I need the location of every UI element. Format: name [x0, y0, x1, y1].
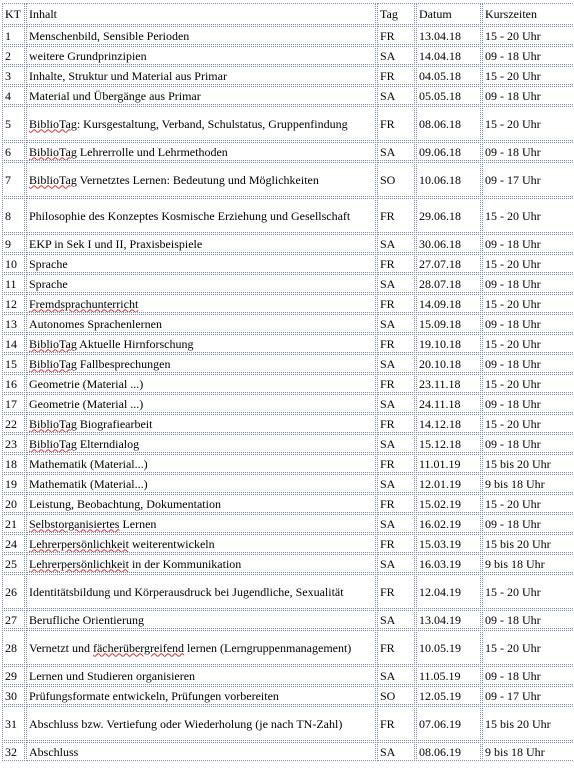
cell-datum: 05.05.18	[416, 86, 481, 105]
inhalt-text: Vernetztes Lernen: Bedeutung und Möglichkeiten	[76, 172, 319, 187]
cell-inhalt	[26, 142, 376, 161]
cell-kt: 5	[2, 106, 25, 141]
cell-inhalt	[26, 254, 376, 273]
inhalt-text-pre: Vernetzt und	[29, 640, 93, 655]
table-row	[2, 106, 574, 141]
cell-inhalt	[26, 554, 376, 573]
cell-inhalt	[26, 234, 376, 253]
cell-tag: FR	[377, 66, 415, 85]
cell-tag: SA	[377, 554, 415, 573]
cell-datum: 30.06.18	[416, 234, 481, 253]
inhalt-text: : Kursgestaltung, Verband, Schulstatus, Gruppenfindung	[76, 116, 348, 131]
cell-kurszeiten: 09 - 18 Uhr	[482, 274, 574, 293]
cell-tag: FR	[377, 494, 415, 513]
cell-tag: SA	[377, 514, 415, 533]
cell-datum: 07.06.19	[416, 706, 481, 741]
inhalt-spellcheck-word: BiblioTag	[29, 116, 77, 131]
table-row	[2, 254, 574, 273]
cell-inhalt	[26, 374, 376, 393]
cell-kurszeiten: 9 bis 18 Uhr	[482, 474, 574, 493]
inhalt-text: Mathematik (Material...)	[29, 476, 148, 491]
cell-datum: 24.11.18	[416, 394, 481, 413]
table-row	[2, 354, 574, 373]
table-row	[2, 514, 574, 533]
cell-datum: 13.04.19	[416, 610, 481, 629]
cell-inhalt	[26, 198, 376, 233]
cell-inhalt	[26, 666, 376, 685]
cell-kt: 21	[2, 514, 25, 533]
table-row	[2, 66, 574, 85]
cell-datum: 10.06.18	[416, 162, 481, 197]
cell-datum: 20.10.18	[416, 354, 481, 373]
cell-inhalt	[26, 334, 376, 353]
cell-kt: 28	[2, 630, 25, 665]
table-row	[2, 162, 574, 197]
cell-kt: 3	[2, 66, 25, 85]
cell-inhalt	[26, 86, 376, 105]
table-row	[2, 198, 574, 233]
cell-kurszeiten: 09 - 18 Uhr	[482, 46, 574, 65]
cell-kurszeiten: 09 - 18 Uhr	[482, 86, 574, 105]
table-row	[2, 86, 574, 105]
inhalt-text: Abschluss	[29, 744, 79, 759]
inhalt-text: Biografiearbeit	[76, 416, 153, 431]
cell-kt: 29	[2, 666, 25, 685]
cell-tag: SO	[377, 686, 415, 705]
cell-kurszeiten: 15 - 20 Uhr	[482, 198, 574, 233]
cell-kurszeiten: 15 - 20 Uhr	[482, 414, 574, 433]
cell-inhalt	[26, 294, 376, 313]
cell-kurszeiten: 09 - 17 Uhr	[482, 162, 574, 197]
table-row	[2, 142, 574, 161]
cell-inhalt	[26, 610, 376, 629]
inhalt-spellcheck-word: BiblioTag	[29, 172, 77, 187]
table-row	[2, 294, 574, 313]
inhalt-text: Aktuelle Hirnforschung	[76, 336, 194, 351]
cell-kt: 31	[2, 706, 25, 741]
cell-tag: SA	[377, 314, 415, 333]
header-kt: KT	[2, 3, 25, 25]
cell-tag: FR	[377, 706, 415, 741]
cell-tag: SA	[377, 274, 415, 293]
cell-tag: FR	[377, 26, 415, 45]
inhalt-spellcheck-word: BiblioTag	[29, 416, 77, 431]
cell-datum: 12.05.19	[416, 686, 481, 705]
inhalt-text: Lehrerrolle und Lehrmethoden	[76, 144, 228, 159]
cell-kt: 16	[2, 374, 25, 393]
table-body	[2, 26, 574, 761]
inhalt-spellcheck-word: Selbstorganisiertes	[29, 516, 120, 531]
inhalt-text: Identitätsbildung und Körperausdruck bei Jugendliche, Sexualität	[29, 584, 344, 599]
cell-kurszeiten: 09 - 18 Uhr	[482, 354, 574, 373]
inhalt-text: Inhalte, Struktur und Material aus Primar	[29, 68, 227, 83]
cell-datum: 15.12.18	[416, 434, 481, 453]
cell-datum: 15.03.19	[416, 534, 481, 553]
cell-inhalt	[26, 162, 376, 197]
inhalt-text: Sprache	[29, 276, 68, 291]
cell-kt: 10	[2, 254, 25, 273]
cell-kurszeiten: 09 - 18 Uhr	[482, 666, 574, 685]
cell-kurszeiten: 15 - 20 Uhr	[482, 26, 574, 45]
cell-datum: 14.12.18	[416, 414, 481, 433]
cell-inhalt	[26, 686, 376, 705]
course-schedule-table	[1, 2, 574, 762]
cell-kt: 15	[2, 354, 25, 373]
cell-kt: 30	[2, 686, 25, 705]
inhalt-text: Fallbesprechungen	[76, 356, 171, 371]
table-row	[2, 706, 574, 741]
table-row	[2, 434, 574, 453]
cell-datum: 13.04.18	[416, 26, 481, 45]
cell-kurszeiten: 09 - 18 Uhr	[482, 314, 574, 333]
cell-datum: 15.02.19	[416, 494, 481, 513]
inhalt-text: in der Kommunikation	[128, 556, 242, 571]
cell-kurszeiten: 09 - 17 Uhr	[482, 686, 574, 705]
cell-kt: 1	[2, 26, 25, 45]
cell-datum: 29.06.18	[416, 198, 481, 233]
inhalt-text: weitere Grundprinzipien	[29, 48, 147, 63]
cell-inhalt	[26, 274, 376, 293]
cell-tag: FR	[377, 454, 415, 473]
cell-kurszeiten: 15 - 20 Uhr	[482, 334, 574, 353]
table-row	[2, 334, 574, 353]
inhalt-spellcheck-word: Lehrerpersönlichkeit	[29, 556, 129, 571]
inhalt-text: Elterndialog	[76, 436, 140, 451]
cell-datum: 16.03.19	[416, 554, 481, 573]
cell-inhalt	[26, 26, 376, 45]
cell-tag: FR	[377, 106, 415, 141]
inhalt-spellcheck-word: BiblioTag	[29, 436, 77, 451]
cell-tag: SA	[377, 234, 415, 253]
inhalt-text: Lernen und Studieren organisieren	[29, 668, 196, 683]
cell-datum: 27.07.18	[416, 254, 481, 273]
inhalt-text: Geometrie (Material ...)	[29, 376, 144, 391]
inhalt-spellcheck-word: Fremdsprachunterricht	[29, 296, 139, 311]
cell-tag: SA	[377, 142, 415, 161]
cell-inhalt	[26, 314, 376, 333]
table-row	[2, 474, 574, 493]
cell-tag: SA	[377, 666, 415, 685]
cell-datum: 04.05.18	[416, 66, 481, 85]
cell-datum: 19.10.18	[416, 334, 481, 353]
table-row	[2, 454, 574, 473]
cell-kt: 7	[2, 162, 25, 197]
table-row	[2, 494, 574, 513]
cell-tag: SA	[377, 46, 415, 65]
inhalt-text: Lernen	[119, 516, 157, 531]
cell-tag: SA	[377, 742, 415, 761]
cell-kt: 6	[2, 142, 25, 161]
table-row	[2, 534, 574, 553]
cell-tag: FR	[377, 414, 415, 433]
cell-kurszeiten: 15 - 20 Uhr	[482, 494, 574, 513]
cell-kurszeiten: 15 - 20 Uhr	[482, 254, 574, 273]
table-row	[2, 574, 574, 609]
header-datum: Datum	[416, 3, 481, 25]
table-row	[2, 414, 574, 433]
cell-datum: 10.05.19	[416, 630, 481, 665]
cell-kurszeiten: 15 - 20 Uhr	[482, 66, 574, 85]
table-row	[2, 610, 574, 629]
cell-tag: FR	[377, 294, 415, 313]
inhalt-text: EKP in Sek I und II, Praxisbeispiele	[29, 236, 203, 251]
cell-datum: 11.01.19	[416, 454, 481, 473]
cell-kurszeiten: 09 - 18 Uhr	[482, 142, 574, 161]
inhalt-text: Geometrie (Material ...)	[29, 396, 144, 411]
inhalt-text: Mathematik (Material...)	[29, 456, 148, 471]
cell-tag: SO	[377, 162, 415, 197]
cell-kurszeiten: 09 - 18 Uhr	[482, 234, 574, 253]
cell-kt: 25	[2, 554, 25, 573]
cell-kt: 13	[2, 314, 25, 333]
inhalt-text: Menschenbild, Sensible Perioden	[29, 28, 190, 43]
table-row	[2, 26, 574, 45]
cell-tag: SA	[377, 354, 415, 373]
inhalt-text: Autonomes Sprachenlernen	[29, 316, 162, 331]
cell-kurszeiten: 9 bis 18 Uhr	[482, 742, 574, 761]
header-tag: Tag	[377, 3, 415, 25]
inhalt-spellcheck-word: BiblioTag	[29, 144, 77, 159]
table-row	[2, 274, 574, 293]
table-row	[2, 46, 574, 65]
cell-inhalt	[26, 494, 376, 513]
cell-datum: 12.04.19	[416, 574, 481, 609]
header-kurszeiten: Kurszeiten	[482, 3, 574, 25]
table-row	[2, 394, 574, 413]
cell-kt: 12	[2, 294, 25, 313]
cell-datum: 09.06.18	[416, 142, 481, 161]
inhalt-text: Philosophie des Konzeptes Kosmische Erziehung und Gesellschaft	[29, 208, 351, 223]
cell-kurszeiten: 09 - 18 Uhr	[482, 434, 574, 453]
cell-datum: 14.04.18	[416, 46, 481, 65]
cell-tag: FR	[377, 534, 415, 553]
cell-tag: SA	[377, 86, 415, 105]
cell-datum: 23.11.18	[416, 374, 481, 393]
cell-inhalt	[26, 742, 376, 761]
cell-inhalt	[26, 354, 376, 373]
cell-kurszeiten: 15 - 20 Uhr	[482, 106, 574, 141]
table-row	[2, 630, 574, 665]
cell-kt: 17	[2, 394, 25, 413]
inhalt-text: Sprache	[29, 256, 68, 271]
inhalt-spellcheck-word: fächerübergreifend	[92, 640, 185, 655]
table-row	[2, 666, 574, 685]
cell-kt: 19	[2, 474, 25, 493]
cell-kurszeiten: 15 - 20 Uhr	[482, 374, 574, 393]
cell-kt: 18	[2, 454, 25, 473]
cell-tag: FR	[377, 254, 415, 273]
inhalt-text: Prüfungsformate entwickeln, Prüfungen vorbereiten	[29, 688, 279, 703]
cell-kt: 11	[2, 274, 25, 293]
cell-kt: 22	[2, 414, 25, 433]
cell-tag: FR	[377, 574, 415, 609]
cell-tag: FR	[377, 630, 415, 665]
cell-tag: SA	[377, 394, 415, 413]
cell-inhalt	[26, 514, 376, 533]
cell-tag: FR	[377, 334, 415, 353]
cell-tag: SA	[377, 610, 415, 629]
cell-kurszeiten: 09 - 18 Uhr	[482, 394, 574, 413]
cell-inhalt	[26, 534, 376, 553]
inhalt-spellcheck-word: BiblioTag	[29, 336, 77, 351]
table-row	[2, 314, 574, 333]
header-row	[2, 3, 574, 25]
cell-kt: 24	[2, 534, 25, 553]
cell-kurszeiten: 15 - 20 Uhr	[482, 574, 574, 609]
cell-inhalt	[26, 394, 376, 413]
cell-datum: 12.01.19	[416, 474, 481, 493]
inhalt-spellcheck-word: BiblioTag	[29, 356, 77, 371]
cell-inhalt	[26, 630, 376, 665]
table-row	[2, 234, 574, 253]
cell-kurszeiten: 15 - 20 Uhr	[482, 630, 574, 665]
cell-kt: 27	[2, 610, 25, 629]
cell-kurszeiten: 15 bis 20 Uhr	[482, 534, 574, 553]
cell-kurszeiten: 15 bis 20 Uhr	[482, 706, 574, 741]
cell-kurszeiten: 09 - 18 Uhr	[482, 514, 574, 533]
cell-datum: 28.07.18	[416, 274, 481, 293]
cell-kurszeiten: 09 - 18 Uhr	[482, 610, 574, 629]
cell-inhalt	[26, 434, 376, 453]
inhalt-text: Material und Übergänge aus Primar	[29, 88, 201, 103]
cell-datum: 08.06.18	[416, 106, 481, 141]
cell-kt: 4	[2, 86, 25, 105]
cell-kt: 23	[2, 434, 25, 453]
cell-datum: 16.02.19	[416, 514, 481, 533]
header-inhalt: Inhalt	[26, 3, 376, 25]
cell-inhalt	[26, 414, 376, 433]
cell-datum: 15.09.18	[416, 314, 481, 333]
schedule-table-container	[1, 2, 574, 762]
cell-kt: 26	[2, 574, 25, 609]
cell-kt: 14	[2, 334, 25, 353]
cell-kt: 9	[2, 234, 25, 253]
cell-inhalt	[26, 454, 376, 473]
cell-inhalt	[26, 66, 376, 85]
cell-kt: 2	[2, 46, 25, 65]
table-row	[2, 554, 574, 573]
cell-tag: FR	[377, 198, 415, 233]
inhalt-text: Berufliche Orientierung	[29, 612, 144, 627]
inhalt-text: weiterentwickeln	[128, 536, 215, 551]
inhalt-text: Abschluss bzw. Vertiefung oder Wiederholung (je nach TN-Zahl)	[29, 716, 343, 731]
table-row	[2, 374, 574, 393]
cell-datum: 14.09.18	[416, 294, 481, 313]
cell-tag: SA	[377, 434, 415, 453]
cell-inhalt	[26, 46, 376, 65]
table-row	[2, 742, 574, 761]
cell-kurszeiten: 9 bis 18 Uhr	[482, 554, 574, 573]
cell-datum: 08.06.19	[416, 742, 481, 761]
cell-kt: 32	[2, 742, 25, 761]
cell-kurszeiten: 15 bis 20 Uhr	[482, 454, 574, 473]
table-row	[2, 686, 574, 705]
cell-kt: 20	[2, 494, 25, 513]
cell-datum: 11.05.19	[416, 666, 481, 685]
cell-inhalt	[26, 474, 376, 493]
cell-tag: FR	[377, 374, 415, 393]
cell-kurszeiten: 15 - 20 Uhr	[482, 294, 574, 313]
cell-inhalt	[26, 574, 376, 609]
inhalt-text: Leistung, Beobachtung, Dokumentation	[29, 496, 221, 511]
inhalt-text: lernen (Lerngruppenmanagement)	[184, 640, 352, 655]
cell-kt: 8	[2, 198, 25, 233]
cell-inhalt	[26, 106, 376, 141]
cell-inhalt	[26, 706, 376, 741]
inhalt-spellcheck-word: Lehrerpersönlichkeit	[29, 536, 129, 551]
cell-tag: SA	[377, 474, 415, 493]
